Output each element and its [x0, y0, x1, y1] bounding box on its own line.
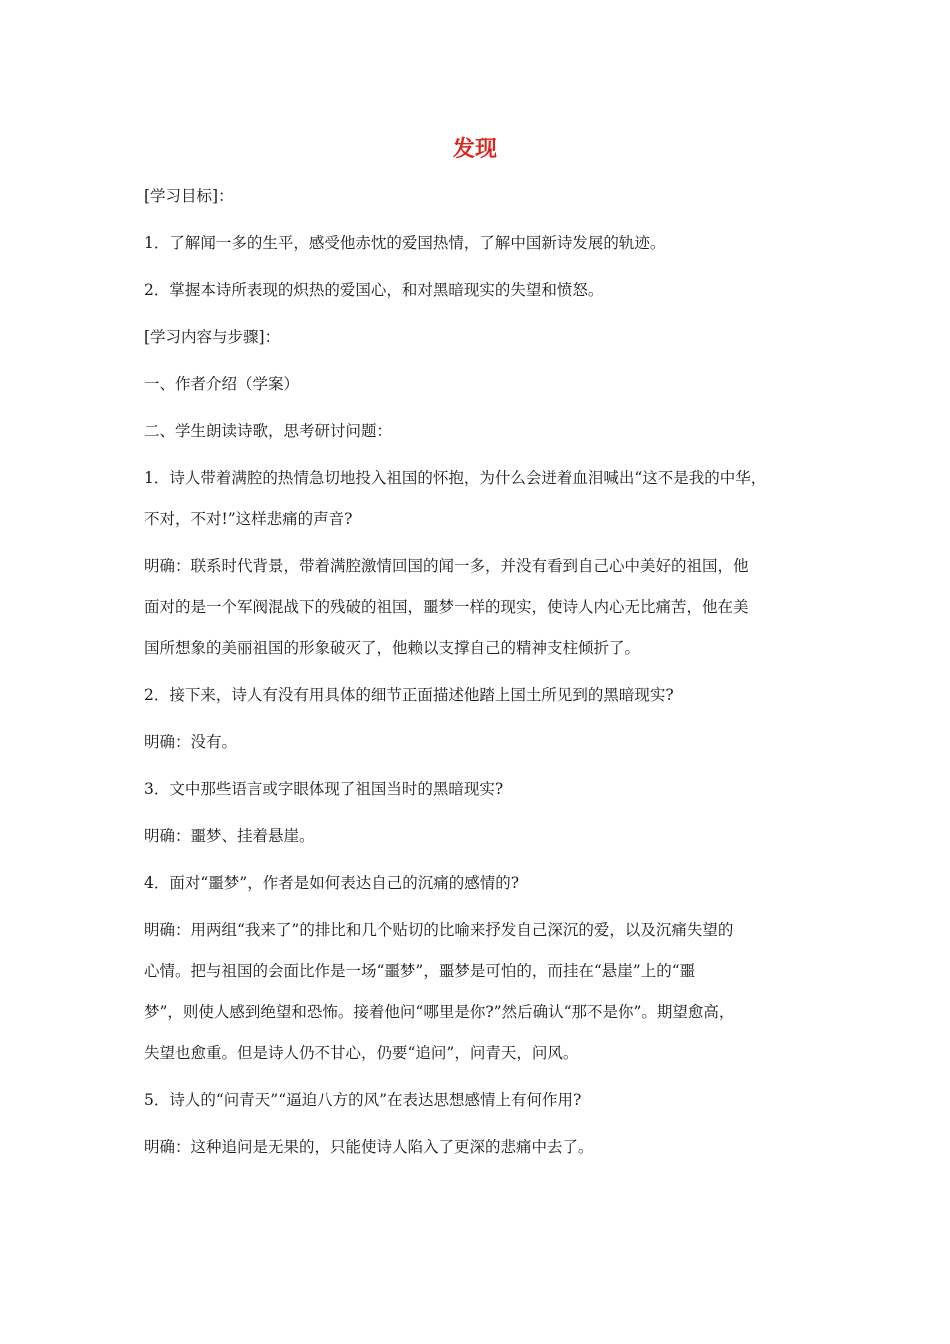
section-heading-steps: [144, 327, 816, 348]
answer-item: [144, 556, 816, 659]
text-line: 明确：这种追问是无果的，只能使诗人陷入了更深的悲痛中去了。: [144, 1138, 594, 1156]
text-line: 明确：联系时代背景，带着满腔激情回国的闻一多，并没有看到自己心中美好的祖国，他: [144, 557, 749, 575]
step-heading: [144, 374, 816, 395]
objective-item: [144, 280, 816, 301]
objective-item: [144, 233, 816, 254]
text-line: 2．掌握本诗所表现的炽热的爱国心，和对黑暗现实的失望和愤怒。: [144, 281, 604, 299]
document-body: [144, 186, 816, 1184]
text-line: 1．了解闻一多的生平，感受他赤忱的爱国热情，了解中国新诗发展的轨迹。: [144, 234, 666, 252]
answer-item: [144, 826, 816, 847]
step-heading: [144, 421, 816, 442]
question-item: [144, 873, 816, 894]
text-line: 明确：噩梦、挂着悬崖。: [144, 827, 315, 845]
text-line: 4．面对“噩梦”，作者是如何表达自己的沉痛的感情的?: [144, 874, 520, 892]
text-line: 一、作者介绍（学案）: [144, 375, 300, 393]
answer-item: [144, 1137, 816, 1158]
text-line: 3．文中那些语言或字眼体现了祖国当时的黑暗现实?: [144, 780, 504, 798]
text-line: 失望也愈重。但是诗人仍不甘心，仍要“追问”，问青天，问风。: [144, 1044, 579, 1062]
text-line: 二、学生朗读诗歌，思考研讨问题：: [144, 422, 393, 440]
text-line: 面对的是一个军阀混战下的残破的祖国，噩梦一样的现实，使诗人内心无比痛苦，他在美: [144, 598, 749, 616]
text-line: 明确：没有。: [144, 733, 238, 751]
text-line: 国所想象的美丽祖国的形象破灭了，他赖以支撑自己的精神支柱倾折了。: [144, 639, 641, 657]
document-title: 发现: [452, 137, 497, 162]
answer-item: [144, 920, 816, 1064]
text-line: [学习目标]：: [144, 187, 234, 205]
question-item: [144, 468, 816, 530]
question-item: [144, 779, 816, 800]
text-line: 心情。把与祖国的会面比作是一场“噩梦”，噩梦是可怕的，而挂在“悬崖”上的“噩: [144, 962, 696, 980]
text-line: 明确：用两组“我来了”的排比和几个贴切的比喻来抒发自己深沉的爱，以及沉痛失望的: [144, 921, 734, 939]
text-line: 梦”，则使人感到绝望和恐怖。接着他问“哪里是你?”然后确认“那不是你”。期望愈高，: [144, 1003, 735, 1021]
question-item: [144, 685, 816, 706]
section-heading-objectives: [144, 186, 816, 207]
text-line: 2．接下来，诗人有没有用具体的细节正面描述他踏上国土所见到的黑暗现实?: [144, 686, 674, 704]
text-line: [学习内容与步骤]：: [144, 328, 281, 346]
text-line: 1．诗人带着满腔的热情急切地投入祖国的怀抱，为什么会迸着血泪喊出“这不是我的中华，: [144, 469, 767, 487]
text-line: 不对，不对!”这样悲痛的声音?: [144, 510, 353, 528]
text-line: 5．诗人的“问青天”“逼迫八方的风”在表达思想感情上有何作用?: [144, 1091, 582, 1109]
question-item: [144, 1090, 816, 1111]
answer-item: [144, 732, 816, 753]
